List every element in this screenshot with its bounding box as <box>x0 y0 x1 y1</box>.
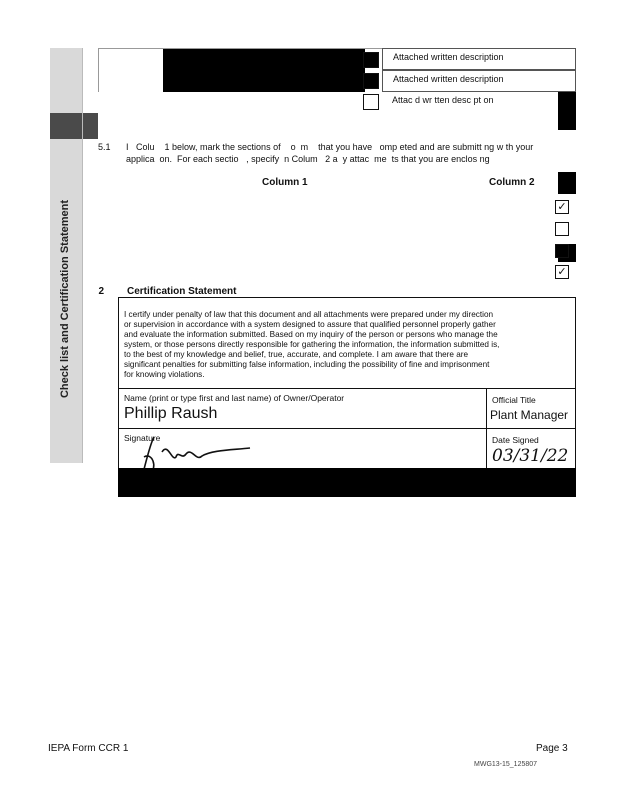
statement-line: for knowing violations. <box>124 370 205 379</box>
column-1-header: Column 1 <box>262 177 308 188</box>
certification-statement <box>124 310 574 380</box>
name-value[interactable]: Phillip Raush <box>124 405 218 422</box>
section-5-1-line-1: I Colu 1 below, mark the sections of o m that you have omp eted and are submitt ng w th your <box>126 142 534 152</box>
footer-form-name: IEPA Form CCR 1 <box>48 743 129 754</box>
attachment-row-1: Attached written description <box>382 48 576 70</box>
statement-line: or supervision in accordance with a system designed to assure that qualified personnel properly gather <box>124 320 496 329</box>
redaction-right-1 <box>558 92 576 130</box>
redaction-block-top <box>163 48 365 92</box>
column-2-checkbox-3[interactable] <box>555 244 569 258</box>
signature-label: Signature <box>124 433 161 443</box>
column-2-checkbox-2[interactable] <box>555 222 569 236</box>
column-2-checkbox-1[interactable]: ✓ <box>555 200 569 214</box>
column-2-header: Column 2 <box>489 177 535 188</box>
title-label: Official Title <box>492 395 536 405</box>
cert-divider-1 <box>118 388 576 389</box>
certification-title: Certification Statement <box>127 286 237 297</box>
title-value[interactable]: Plant Manager <box>490 408 569 422</box>
section-5-1-number: 5.1 <box>98 142 111 152</box>
attachment-checkbox-2[interactable] <box>363 73 379 89</box>
column-2-checkbox-4[interactable]: ✓ <box>555 265 569 279</box>
statement-line: to the best of my knowledge and belief, true, accurate, and complete. I am aware that there are <box>124 350 469 359</box>
sidebar-title: Check list and Certification Statement <box>59 199 71 399</box>
footer-page-number: Page 3 <box>536 743 568 754</box>
attachment-row-2: Attached written description <box>382 70 576 92</box>
statement-line: I certify under penalty of law that this document and all attachments were prepared under my direction <box>124 310 494 319</box>
statement-line: significant penalties for submitting false information, including the possibility of fine and imprisonment <box>124 360 490 369</box>
date-label: Date Signed <box>492 435 539 445</box>
redaction-right-2 <box>558 172 576 194</box>
section-5-1-line-2: applica on. For each sectio , specify n Colum 2 a y attac me ts that you are enclos ng <box>126 154 490 164</box>
name-label: Name (print or type first and last name) of Owner/Operator <box>124 393 345 403</box>
margin-line <box>82 48 83 463</box>
left-rule <box>98 48 99 92</box>
attachment-checkbox-3[interactable] <box>363 94 379 110</box>
attachment-checkbox-1[interactable] <box>363 52 379 68</box>
attachment-row-3: Attac d wr tten desc pt on <box>392 95 494 105</box>
date-value[interactable]: 03/31/22 <box>492 446 569 466</box>
cert-divider-v1 <box>486 388 487 428</box>
footer-doc-id: MWG13-15_125807 <box>474 761 538 768</box>
cert-divider-2 <box>118 428 576 429</box>
statement-line: system, or those persons directly responsible for gathering the information, the information submitted is, <box>124 340 500 349</box>
cert-divider-v2 <box>486 428 487 468</box>
redaction-block-bottom <box>118 468 576 497</box>
statement-line: and evaluate the information submitted. Based on my inquiry of the person or persons who manage the <box>124 330 498 339</box>
section-5-2-number: 2 <box>93 286 105 297</box>
